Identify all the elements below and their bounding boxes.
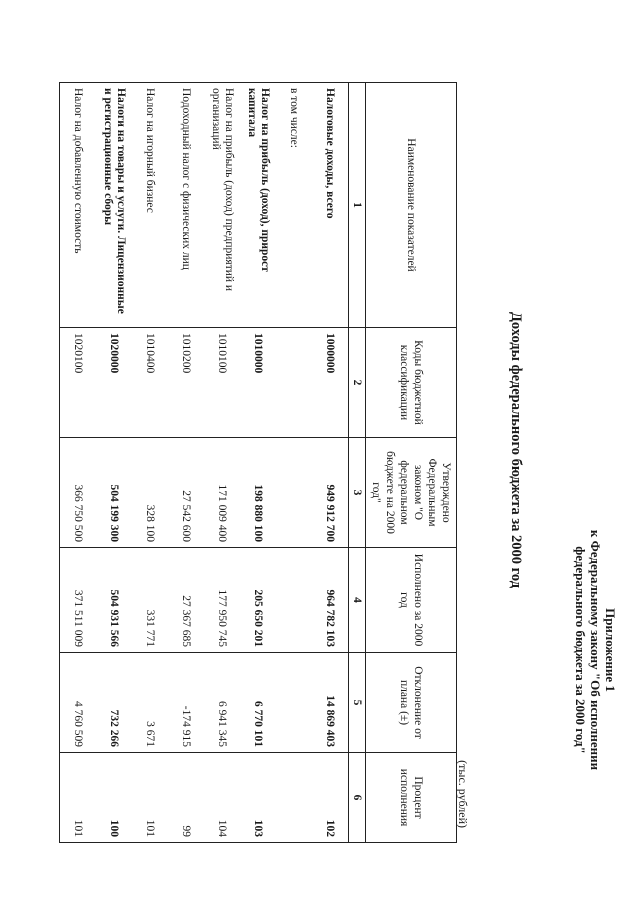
table-row: [312, 83, 349, 843]
row-name: Налог на прибыль (доход), прирост капитала: [240, 83, 276, 328]
appendix-line-3: федерального бюджета за 2000 год": [573, 546, 588, 754]
row-code: 1010200: [168, 328, 204, 438]
appendix-header: [573, 470, 618, 830]
row-deviation: [276, 653, 312, 753]
row-percent: [276, 753, 312, 843]
row-executed: [276, 548, 312, 653]
row-code: 1000000: [312, 328, 349, 438]
row-code: 1010000: [240, 328, 276, 438]
row-approved: [276, 438, 312, 548]
row-percent: 104: [204, 753, 240, 843]
revenue-table: [59, 82, 457, 843]
row-deviation: 6 941 345: [204, 653, 240, 753]
row-code: 1010400: [132, 328, 168, 438]
row-deviation: 732 266: [96, 653, 132, 753]
document-title: Доходы федерального бюджета за 2000 год: [508, 311, 524, 589]
row-code: 1020000: [96, 328, 132, 438]
row-percent: 103: [240, 753, 276, 843]
row-executed: 205 650 201: [240, 548, 276, 653]
row-executed: 504 931 566: [96, 548, 132, 653]
row-deviation: 4 760 509: [60, 653, 97, 753]
row-deviation: 3 671: [132, 653, 168, 753]
row-approved: 504 199 300: [96, 438, 132, 548]
row-percent: 101: [60, 753, 97, 843]
table-row: [168, 83, 204, 843]
row-executed: 964 782 103: [312, 548, 349, 653]
row-deviation: 14 869 403: [312, 653, 349, 753]
column-number: 6: [349, 753, 366, 843]
column-header-approved: Утверждено Федеральным законом "О федеральном бюджете на 2000 год": [366, 438, 457, 548]
column-number: 5: [349, 653, 366, 753]
column-header-percent: Процент исполнения: [366, 753, 457, 843]
row-name: Подоходный налог с физических лиц: [168, 83, 204, 328]
row-percent: 101: [132, 753, 168, 843]
row-approved: 27 542 600: [168, 438, 204, 548]
row-approved: 198 880 100: [240, 438, 276, 548]
column-number: 4: [349, 548, 366, 653]
header-row: [366, 83, 457, 843]
row-approved: 949 912 700: [312, 438, 349, 548]
column-number: 2: [349, 328, 366, 438]
table-row: [240, 83, 276, 843]
column-header-deviation: Отклонение от плана (±): [366, 653, 457, 753]
row-name: Налог на игорный бизнес: [132, 83, 168, 328]
row-deviation: 6 770 101: [240, 653, 276, 753]
row-code: 1010100: [204, 328, 240, 438]
row-approved: 366 750 500: [60, 438, 97, 548]
row-name: Налоговые доходы, всего: [312, 83, 349, 328]
unit-note: (тыс. рублей): [456, 760, 470, 828]
row-executed: 27 367 685: [168, 548, 204, 653]
row-code: 1020100: [60, 328, 97, 438]
table-row: [96, 83, 132, 843]
table-row: [132, 83, 168, 843]
row-name: в том числе:: [276, 83, 312, 328]
column-header-code: Коды бюджетной классификации: [366, 328, 457, 438]
row-executed: 371 511 009: [60, 548, 97, 653]
row-approved: 171 009 400: [204, 438, 240, 548]
row-executed: 177 950 745: [204, 548, 240, 653]
row-name: Налог на прибыль (доход) предприятий и организаций: [204, 83, 240, 328]
row-name: Налоги на товары и услуги. Лицензионные и регистрационные сборы: [96, 83, 132, 328]
appendix-line-2: к Федеральному закону "Об исполнении: [588, 529, 603, 771]
table-row: [204, 83, 240, 843]
column-header-executed: Исполнено за 2000 год: [366, 548, 457, 653]
row-deviation: -174 915: [168, 653, 204, 753]
row-percent: 102: [312, 753, 349, 843]
row-executed: 331 771: [132, 548, 168, 653]
column-number-row: [349, 83, 366, 843]
table-row: [276, 83, 312, 843]
table-row: [60, 83, 97, 843]
row-approved: 328 100: [132, 438, 168, 548]
row-percent: 100: [96, 753, 132, 843]
appendix-line-1: Приложение 1: [603, 608, 618, 692]
row-code: [276, 328, 312, 438]
column-header-name: Наименование показателей: [366, 83, 457, 328]
column-number: 1: [349, 83, 366, 328]
row-name: Налог на добавленную стоимость: [60, 83, 97, 328]
row-percent: 99: [168, 753, 204, 843]
column-number: 3: [349, 438, 366, 548]
